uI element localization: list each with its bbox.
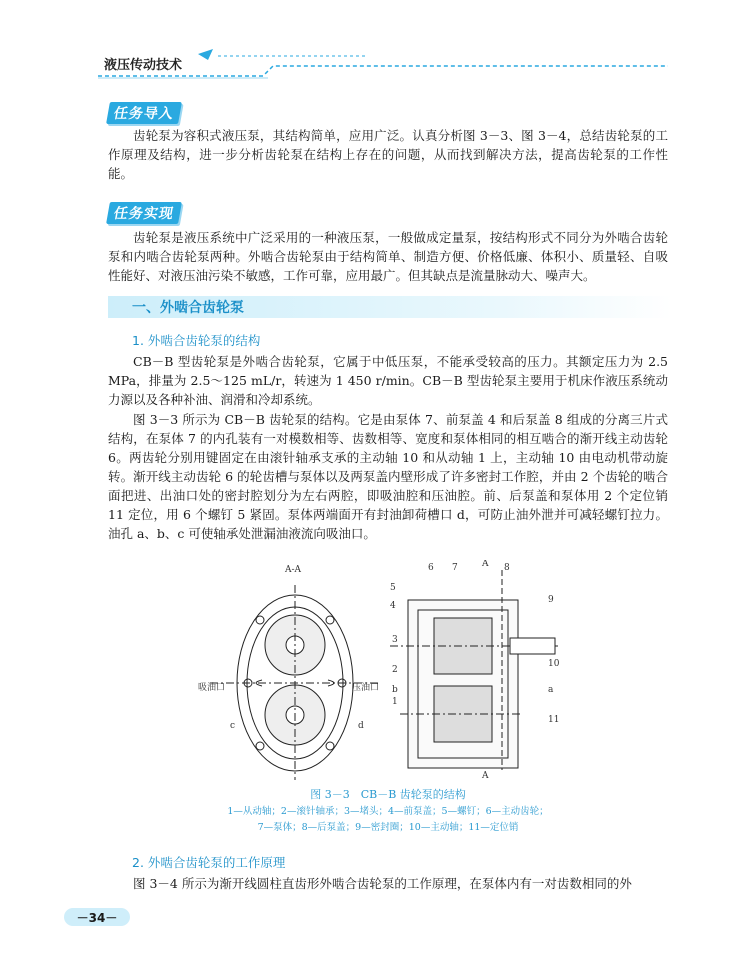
section-label: A-A — [285, 565, 302, 575]
label-10: 10 — [548, 659, 560, 669]
label-A-top: A — [482, 560, 489, 569]
task-impl-tag: 任务实现 — [106, 202, 182, 224]
figure-legend-line-1: 1—从动轴；2—滚针轴承；3—堵头；4—前泵盖；5—螺钉；6—主动齿轮； — [227, 806, 549, 817]
label-b: b — [392, 685, 398, 695]
gear-pump-figure — [190, 560, 570, 780]
label-11: 11 — [548, 715, 560, 725]
label-4: 4 — [390, 601, 396, 611]
label-c: c — [230, 721, 236, 731]
suction-port-label: 吸油口 — [198, 683, 226, 693]
label-5: 5 — [390, 583, 396, 593]
label-1: 1 — [392, 697, 398, 707]
section-heading — [108, 296, 672, 318]
principle-paragraph: 图 3－4 所示为渐开线圆柱直齿形外啮合齿轮泵的工作原理，在泵体内有一对齿数相同的外 — [133, 876, 632, 891]
label-7: 7 — [452, 563, 458, 573]
label-a: a — [548, 685, 554, 695]
figure-caption: 图 3－3 CB－B 齿轮泵的结构 — [310, 788, 466, 801]
page-number: －34－ — [64, 908, 130, 926]
figure-legend-line-2: 7—泵体；8—后泵盖；9—密封圈；10—主动轴；11—定位销 — [257, 822, 519, 833]
section-title: 一、外啮合齿轮泵 — [132, 300, 244, 316]
label-8: 8 — [504, 563, 510, 573]
subheading-principle: 2. 外啮合齿轮泵的工作原理 — [132, 855, 286, 870]
label-d: d — [358, 721, 364, 731]
structure-paragraph-1: CB－B 型齿轮泵是外啮合齿轮泵，它属于中低压泵，不能承受较高的压力。其额定压力为 2.5 MPa，排量为 2.5～125 mL/r，转速为 1 450 r/min。CB－B 型齿轮泵主要用于机床作液压系统动力源以及各种补油、润滑和冷却系统。 — [108, 354, 668, 407]
structure-paragraph-2: 图 3－3 所示为 CB－B 齿轮泵的结构。它是由泵体 7、前泵盖 4 和后泵盖 8 组成的分离三片式结构，在泵体 7 的内孔装有一对模数相等、齿数相等、宽度和泵体相同的相互啮合的渐开线主动齿轮 6。两齿轮分别用键固定在由滚针轴承支承的主动轴 10 和从动轴 1 上，主动轴 10 由电动机带动旋转。渐开线主动齿轮 6 的轮齿槽与泵体以及两泵盖内壁形成了许多密封工作腔，并由 2 个齿轮的啮合面把进、出油口处的密封腔划分为左右两腔，即吸油腔和压油腔。前、后泵盖和泵体用 2 个定位销 11 定位，用 6 个螺钉 5 紧固。泵体两端面开有封油卸荷槽口 d，可防止油外泄并可减轻螺钉拉力。油孔 a、b、c 可使轴承处泄漏油液流向吸油口。 — [108, 412, 668, 541]
page-header — [68, 40, 668, 80]
intro-paragraph: 齿轮泵为容积式液压泵，其结构简单，应用广泛。认真分析图 3－3、图 3－4，总结齿轮泵的工作原理及结构，进一步分析齿轮泵在结构上存在的问题，从而找到解决方法，提高齿轮泵的工作性能。 — [108, 128, 668, 181]
pressure-port-label: 压油口 — [352, 683, 380, 693]
subheading-structure: 1. 外啮合齿轮泵的结构 — [132, 333, 261, 348]
longitudinal-section-view — [390, 570, 558, 770]
task-intro-tag: 任务导入 — [106, 102, 182, 124]
label-3: 3 — [392, 635, 398, 645]
label-A-bottom: A — [482, 771, 489, 780]
label-2: 2 — [392, 665, 398, 675]
label-6: 6 — [428, 563, 434, 573]
label-9: 9 — [548, 595, 554, 605]
impl-paragraph: 齿轮泵是液压系统中广泛采用的一种液压泵，一般做成定量泵，按结构形式不同分为外啮合齿轮泵和内啮合齿轮泵两种。外啮合齿轮泵由于结构简单、制造方便、价格低廉、体积小、质量轻、自吸性能好、对液压油污染不敏感，工作可靠，应用最广。但其缺点是流量脉动大、噪声大。 — [108, 230, 668, 283]
book-title: 液压传动技术 — [104, 58, 183, 73]
